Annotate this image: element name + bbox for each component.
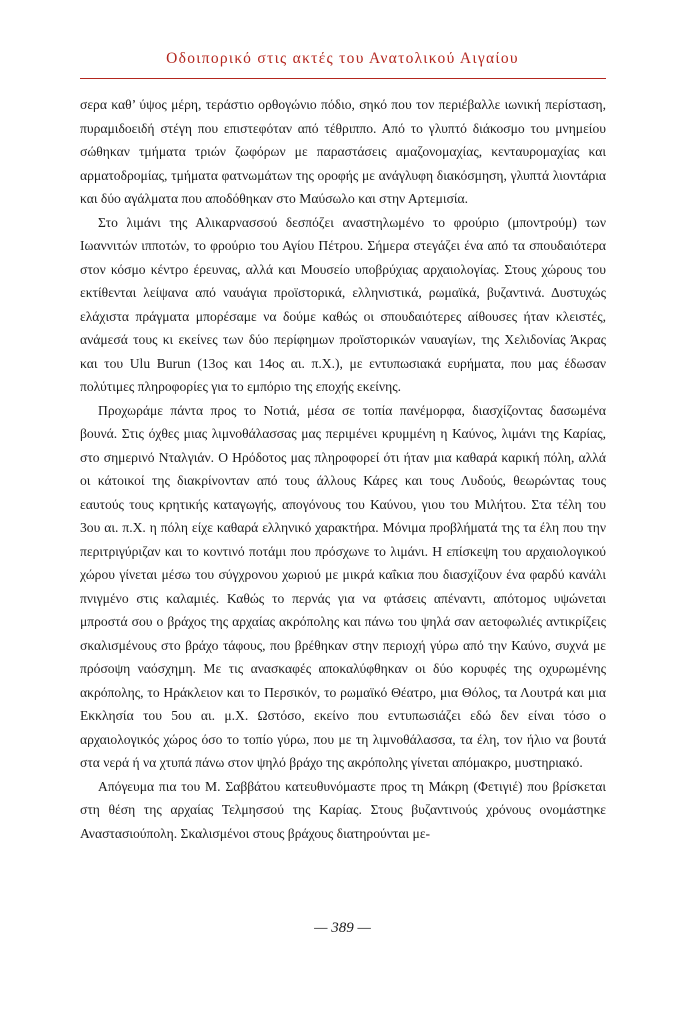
paragraph-kaunos: Προχωράμε πάντα προς το Νοτιά, μέσα σε τοπία πανέμορφα, διασχίζοντας δασωμένα βουνά. Στις όχθες μιας λιμνοθάλασσας μας περιμένει κρυμμένη η Καύνος, λιμάνι της Καρίας, στο σημερινό Νταλγιάν. Ο Ηρόδοτος μας πληροφορεί ότι ήταν μια καθαρά καρική πόλη, αλλά οι κάτοικοί της διακρίνονταν από τους άλλους Κάρες και τους Λυδούς, θεωρώντας τους εαυτούς τους κρητικής καταγωγής, απογόνους του Καύνου, γιου του Μιλήτου. Στα τέλη του 3ου αι. π.Χ. η πόλη είχε καθαρά ελληνικό χαρακτήρα. Μόνιμα προβλήματά της τα έλη που την περιτριγύριζαν και το κοντινό ποτάμι που πρόσχωνε το λιμάνι. Η επίσκεψη του αρχαιολογικού χώρου γίνεται μέσω του σύγχρονου χωριού με μικρά καΐκια που διασχίζουν ένα φαρδύ κανάλι πνιγμένο στις καλαμιές. Καθώς το περνάς για να φτάσεις απέναντι, απότομος υψώνεται μπροστά σου ο βράχος της αρχαίας ακρόπολης και πάνω του ψηλά σαν αετοφωλιές αντικρίζεις σκαλισμένους στο βράχο τάφους, που βρέθηκαν στην περιοχή γύρω από την Καύνο, συχνά με πρόσοψη ναόσχημη. Με τις ανασκαφές αποκαλύφθηκαν οι δύο κορυφές της οχυρωμένης ακρόπολης, το Ηράκλειον και το Περσικόν, το ρωμαϊκό Θέατρο, μια Θόλος, τα Λουτρά και μια Εκκλησία του 5ου αι. μ.Χ. Ωστόσο, εκείνο που εντυπωσιάζει εδώ δεν είναι τόσο ο αρχαιολογικός χώρος όσο το τοπίο γύρω, που με τη λιμνοθάλασσα, τα έλη, τον ήλιο να βουτά στα νερά ή να χτυπά πάνω στον ψηλό βράχο της ακρόπολης γίνεται απόμακρο, μυστηριακό.	[80, 402, 606, 770]
paragraph-halicarnassus-castle: Στο λιμάνι της Αλικαρνασσού δεσπόζει αναστηλωμένο το φρούριο (μποντρούμ) των Ιωαννιτών ιπποτών, το φρούριο του Αγίου Πέτρου. Σήμερα στεγάζει ένα από τα σπουδαιότερα στον κόσμο κέντρο έρευνας, αλλά και Μουσείο υποβρύχιας αρχαιολογίας. Στους χώρους του εκτίθενται λείψανα από ναυάγια προϊστορικά, ελληνιστικά, ρωμαϊκά, βυζαντινά. Δυστυχώς ελάχιστα πράγματα μπορέσαμε να δούμε καθώς οι σπουδαιότερες αίθουσες ήταν κλειστές, ανάμεσά τους κι εκείνες των δύο περίφημων προϊστορικών ναυαγίων, της Χελιδονίας Άκρας και του Ulu Burun (13ος και 14ος αι. π.Χ.), με εντυπωσιακά ευρήματα, που μας έδωσαν πολύτιμες πληροφορίες για το εμπόριο της εποχής εκείνης.	[80, 214, 606, 394]
paragraph-continuation: σερα καθ’ ύψος μέρη, τεράστιο ορθογώνιο πόδιο, σηκό που τον περιέβαλλε ιωνική περίσταση, πυραμιδοειδή στέγη που επιστεφόταν από τέθριππο. Από το γλυπτό διάκοσμο του μνημείου σώθηκαν τμήματα τριών ζωφόρων με παραστάσεις αμαζονομαχίας, κενταυρομαχίας και αρματοδρομίας, τμήματα φατνωμάτων της οροφής με ανάγλυφη διακόσμηση, γλυπτά λιοντάρια και δύο αγάλματα που αποδόθηκαν στο Μαύσωλο και στην Αρτεμισία.	[80, 97, 606, 206]
page-number: — 389 —	[314, 920, 371, 936]
body-text	[80, 93, 606, 845]
running-head-title: Οδοιπορικό στις ακτές του Ανατολικού Αιγαίου	[166, 50, 519, 67]
header-rule	[80, 78, 606, 79]
paragraph-makri: Απόγευμα πια του Μ. Σαββάτου κατευθυνόμαστε προς τη Μάκρη (Φετιγιέ) που βρίσκεται στη θέση της αρχαίας Τελμησσού της Καρίας. Στους βυζαντινούς χρόνους ονομάστηκε Αναστασιούπολη. Σκαλισμένοι στους βράχους διατηρούνται με-	[80, 778, 606, 841]
